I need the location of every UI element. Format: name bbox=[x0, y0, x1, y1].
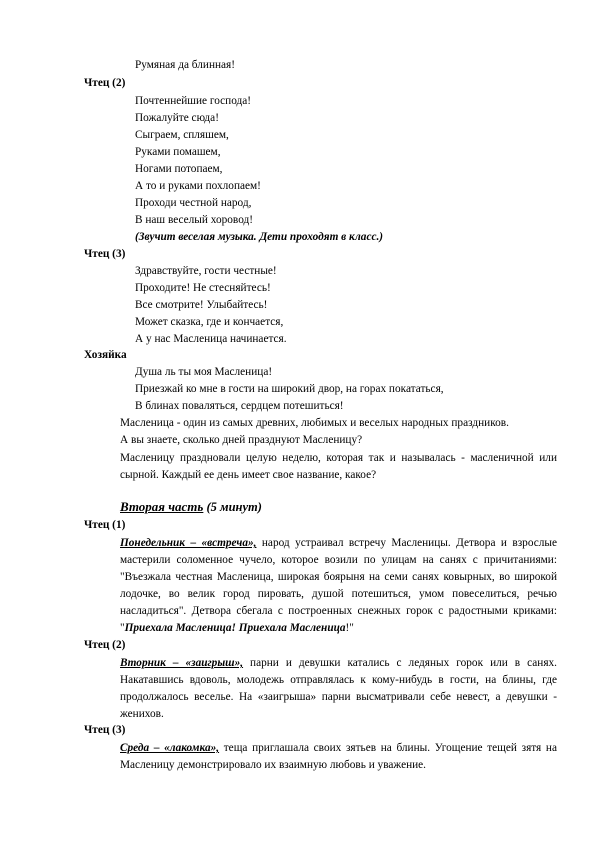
verse-line: Ногами потопаем, bbox=[135, 163, 223, 175]
verse-line: Почтеннейшие господа! bbox=[135, 95, 252, 107]
verse-line: В блинах поваляться, сердцем потешиться! bbox=[135, 400, 344, 412]
speaker-label: Хозяйка bbox=[84, 349, 127, 361]
verse-line: А у нас Масленица начинается. bbox=[135, 333, 287, 345]
stage-direction: (Звучит веселая музыка. Дети проходят в класс.) bbox=[135, 231, 384, 243]
section-heading-note: (5 минут) bbox=[206, 500, 262, 514]
day-text-end: !" bbox=[345, 622, 354, 634]
speaker-label: Чтец (1) bbox=[84, 519, 126, 531]
verse-line: Сыграем, спляшем, bbox=[135, 129, 229, 141]
verse-line: Здравствуйте, гости честные! bbox=[135, 265, 277, 277]
festive-cry: Приехала Масленица! Приехала Масленица bbox=[124, 622, 346, 634]
speaker-label: Чтец (2) bbox=[84, 77, 126, 89]
wednesday-paragraph bbox=[120, 740, 557, 774]
day-term: Вторник – «заигрыш», bbox=[120, 657, 244, 669]
day-term: Понедельник – «встреча», bbox=[120, 537, 257, 549]
prose-line: Масленица - один из самых древних, любимых и веселых народных праздников. bbox=[120, 417, 509, 429]
section-heading bbox=[120, 500, 262, 514]
section-heading-title: Вторая часть bbox=[120, 499, 204, 514]
day-text: народ устраивал встречу Масленицы. Детвора и взрослые мастерили соломенное чучело, которое возили по улицам на санях с причитаниями: "Въезжала честная Масленица, широкая боярыня на семи санях ковырных, во широкой лодочке, во велик город пировать, душой потешиться, умом повеселиться, речью насладиться". Детвора сбегала с построенных снежных горок с радостными криками: " bbox=[120, 537, 558, 634]
verse-line: Руками помашем, bbox=[135, 146, 221, 158]
verse-line: Проходите! Не стесняйтесь! bbox=[135, 282, 271, 294]
verse-line: Может сказка, где и кончается, bbox=[135, 316, 284, 328]
prose-paragraph: Масленицу праздновали целую неделю, которая так и называлась - масленичной или сырной. Каждый ее день имеет свое название, какое? bbox=[120, 452, 557, 481]
speaker-label: Чтец (2) bbox=[84, 639, 126, 651]
verse-line: Проходи честной народ, bbox=[135, 197, 252, 209]
verse-line: Все смотрите! Улыбайтесь! bbox=[135, 299, 268, 311]
speaker-label: Чтец (3) bbox=[84, 248, 126, 260]
verse-line: Румяная да блинная! bbox=[135, 59, 236, 71]
day-term: Среда – «лакомка», bbox=[120, 742, 220, 754]
speaker-label: Чтец (3) bbox=[84, 724, 126, 736]
verse-line: Приезжай ко мне в гости на широкий двор, на горах покататься, bbox=[135, 383, 444, 395]
verse-line: Пожалуйте сюда! bbox=[135, 112, 219, 124]
day-text: парни и девушки катались с ледяных горок или в санях. Накатавшись вдоволь, молодежь отправлялась к кому-нибудь в гости, на блины, где продолжалось веселье. На «заигрыша» парни высматривали себе невест, а девушки - женихов. bbox=[120, 657, 557, 720]
verse-line: Душа ль ты моя Масленица! bbox=[135, 366, 273, 378]
monday-paragraph bbox=[120, 535, 557, 637]
verse-line: А то и руками похлопаем! bbox=[135, 180, 261, 192]
verse-line: В наш веселый хоровод! bbox=[135, 214, 254, 226]
day-text: теща приглашала своих зятьев на блины. Угощение тещей зятя на Масленицу демонстрировало их взаимную любовь и уважение. bbox=[120, 742, 557, 771]
prose-line: А вы знаете, сколько дней празднуют Масленицу? bbox=[120, 434, 363, 446]
tuesday-paragraph bbox=[120, 655, 557, 723]
